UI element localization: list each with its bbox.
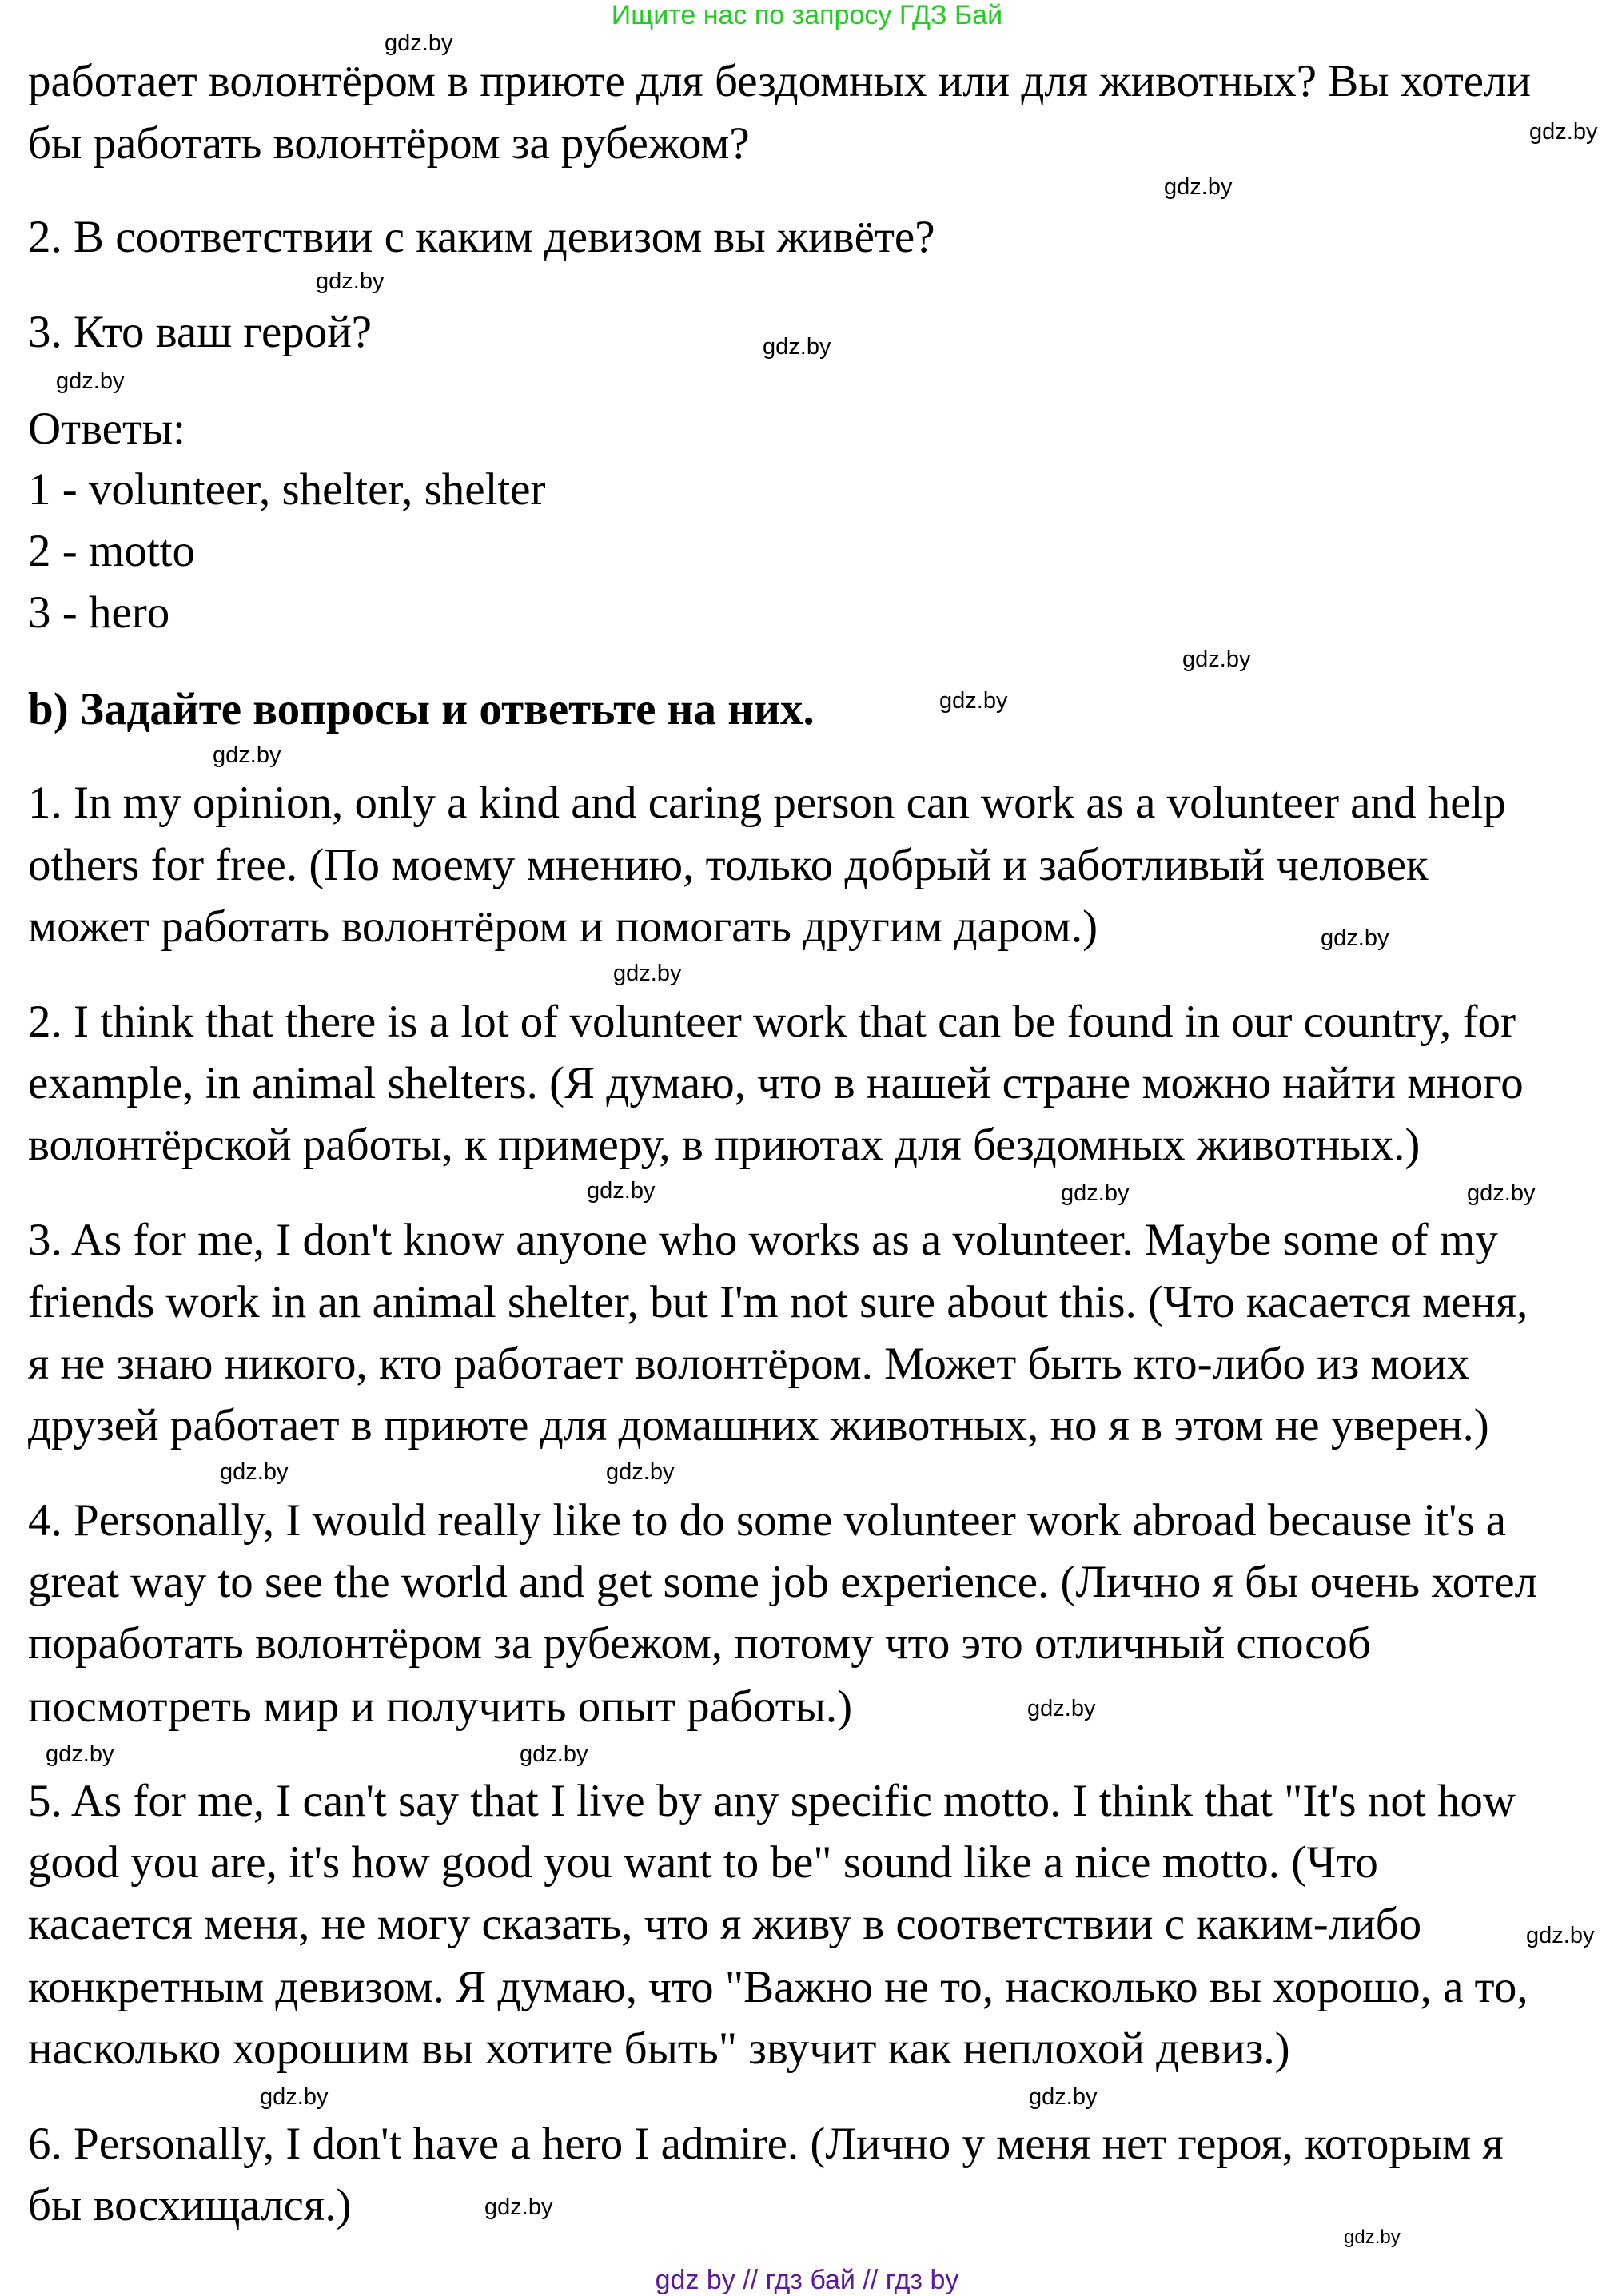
text-line: 4. Personally, I would really like to do some volunteer work abroad because it's a — [28, 1495, 1507, 1546]
watermark: gdz.by — [56, 368, 125, 394]
watermark: gdz.by — [1182, 647, 1251, 672]
watermark: gdz.by — [1344, 2226, 1401, 2248]
watermark: gdz.by — [1529, 119, 1598, 145]
watermark: gdz.by — [763, 334, 831, 360]
watermark: gdz.by — [1164, 174, 1233, 200]
watermark: gdz.by — [1029, 2084, 1098, 2110]
text-line: 2. I think that there is a lot of volunteer work that can be found in our country, for — [28, 997, 1516, 1047]
text-line: бы работать волонтёром за рубежом? — [28, 118, 750, 169]
watermark: gdz.by — [939, 688, 1008, 714]
text-line: 2 - motto — [28, 526, 195, 576]
text-line: 1 - volunteer, shelter, shelter — [28, 464, 546, 515]
text-line: конкретным девизом. Я думаю, что "Важно не то, насколько вы хорошо, а то, — [28, 1962, 1528, 2012]
text-line: работает волонтёром в приюте для бездомных или для животных? Вы хотели — [28, 56, 1532, 106]
watermark: gdz.by — [587, 1178, 656, 1204]
watermark: gdz.by — [1061, 1180, 1130, 1206]
watermark: gdz.by — [316, 269, 385, 294]
text-line: friends work in an animal shelter, but I'm not sure about this. (Что касается меня, — [28, 1277, 1528, 1327]
text-line: great way to see the world and get some job experience. (Лично я бы очень хотел — [28, 1557, 1538, 1607]
watermark: gdz.by — [606, 1459, 675, 1485]
watermark: gdz.by — [260, 2084, 329, 2110]
watermark: gdz.by — [220, 1459, 289, 1485]
watermark: gdz.by — [520, 1741, 588, 1767]
watermark: gdz.by — [613, 961, 682, 986]
text-line: 3. Кто ваш герой? — [28, 307, 373, 357]
text-line: others for free. (По моему мнению, только добрый и заботливый человек — [28, 840, 1429, 890]
text-line: поработать волонтёром за рубежом, потому что это отличный способ — [28, 1618, 1371, 1669]
text-line: Ответы: — [28, 404, 185, 454]
text-line: 1. In my opinion, only a kind and caring person can work as a volunteer and help — [28, 778, 1506, 828]
search-hint-banner: Ищите нас по запросу ГДЗ Бай — [611, 0, 1003, 30]
text-line: бы восхищался.) — [28, 2180, 352, 2230]
footer-site-links[interactable]: gdz by // гдз бай // гдз by — [655, 2265, 959, 2295]
text-line: example, in animal shelters. (Я думаю, что в нашей стране можно найти много — [28, 1058, 1524, 1108]
watermark: gdz.by — [213, 742, 281, 768]
watermark: gdz.by — [385, 30, 453, 56]
text-line: насколько хорошим вы хотите быть" звучит как неплохой девиз.) — [28, 2023, 1290, 2074]
section-heading: b) Задайте вопросы и ответьте на них. — [28, 684, 815, 734]
text-line: 3 - hero — [28, 587, 170, 638]
text-line: 3. As for me, I don't know anyone who works as a volunteer. Maybe some of my — [28, 1215, 1498, 1265]
text-line: я не знаю никого, кто работает волонтёром. Может быть кто-либо из моих — [28, 1339, 1470, 1389]
watermark: gdz.by — [1321, 925, 1389, 951]
text-line: 2. В соответствии с каким девизом вы живёте? — [28, 212, 935, 262]
watermark: gdz.by — [484, 2195, 553, 2220]
text-line: касается меня, не могу сказать, что я живу в соответствии с каким-либо — [28, 1899, 1422, 1949]
text-line: посмотреть мир и получить опыт работы.) — [28, 1681, 853, 1732]
watermark: gdz.by — [1526, 1923, 1595, 1948]
text-line: друзей работает в приюте для домашних животных, но я в этом не уверен.) — [28, 1400, 1489, 1450]
text-line: 5. As for me, I can't say that I live by any specific motto. I think that "It's not how — [28, 1776, 1516, 1826]
text-line: good you are, it's how good you want to be" sound like a nice motto. (Что — [28, 1837, 1378, 1888]
text-line: 6. Personally, I don't have a hero I admire. (Лично у меня нет героя, которым я — [28, 2119, 1504, 2169]
text-line: волонтёрской работы, к примеру, в приютах для бездомных животных.) — [28, 1120, 1421, 1170]
watermark: gdz.by — [1027, 1696, 1096, 1721]
text-line: может работать волонтёром и помогать другим даром.) — [28, 901, 1098, 952]
watermark: gdz.by — [1467, 1180, 1536, 1206]
watermark: gdz.by — [46, 1741, 114, 1767]
